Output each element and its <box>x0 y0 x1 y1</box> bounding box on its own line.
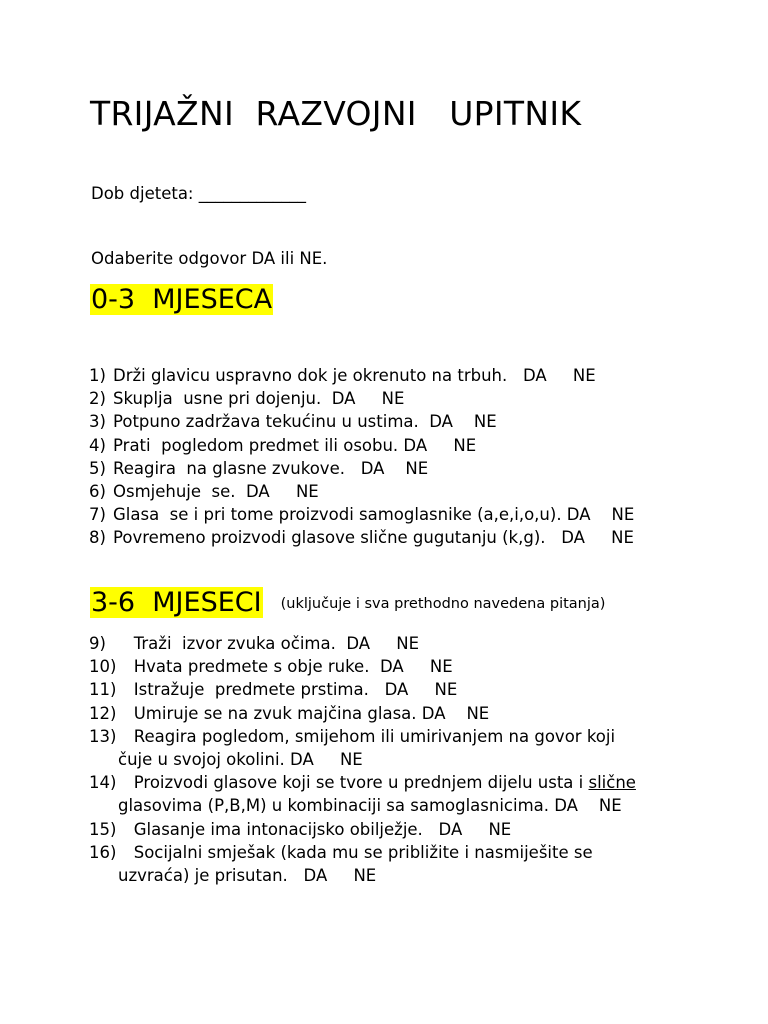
list-item <box>89 702 636 725</box>
item-text-continued: uzvraća) je prisutan. DA NE <box>118 866 377 886</box>
underlined-word: slične <box>588 773 636 793</box>
item-number: 14) <box>89 773 117 793</box>
list-item <box>89 526 634 549</box>
list-item <box>89 655 636 678</box>
item-number: 9) <box>89 634 106 653</box>
item-number: 12) <box>89 703 117 723</box>
item-text-continued: glasovima (P,B,M) u kombinaciji sa samoglasnicima. DA NE <box>118 796 622 816</box>
list-item <box>89 632 636 655</box>
item-text: Traži izvor zvuka očima. DA NE <box>118 634 420 653</box>
document-title: TRIJAŽNI RAZVOJNI UPITNIK <box>90 94 582 133</box>
section-note: (uključuje i sva prethodno navedena pitanja) <box>280 596 606 612</box>
list-item <box>89 841 636 887</box>
list-item <box>89 725 636 771</box>
item-number: 15) <box>89 819 117 839</box>
item-number: 6) <box>89 482 106 502</box>
item-number: 8) <box>89 528 106 548</box>
item-number: 16) <box>89 842 117 862</box>
item-text: Socijalni smješak (kada mu se približite i nasmiješite se <box>118 842 593 862</box>
item-text: Skuplja usne pri dojenju. DA NE <box>113 389 405 409</box>
item-text: Reagira na glasne zvukove. DA NE <box>113 458 429 478</box>
list-item <box>89 818 636 841</box>
item-number: 13) <box>89 726 117 746</box>
item-number: 2) <box>89 389 106 409</box>
item-text: Proizvodi glasove koji se tvore u prednjem dijelu usta i <box>118 773 589 793</box>
item-text: Umiruje se na zvuk majčina glasa. DA NE <box>118 703 490 723</box>
item-number: 1) <box>89 366 106 385</box>
item-number: 7) <box>89 505 106 525</box>
item-text: Prati pogledom predmet ili osobu. DA NE <box>113 435 477 455</box>
section-heading-0-3 <box>90 283 273 317</box>
item-text: Potpuno zadržava tekućinu u ustima. DA NE <box>113 412 497 432</box>
item-text: Glasanje ima intonacijsko obilježje. DA NE <box>118 819 512 839</box>
instruction-text: Odaberite odgovor DA ili NE. <box>91 249 328 268</box>
list-item <box>89 771 636 817</box>
question-list-0-3 <box>89 364 634 550</box>
item-text-continued: čuje u svojoj okolini. DA NE <box>118 750 363 770</box>
item-number: 11) <box>89 680 117 700</box>
item-number: 10) <box>89 657 117 677</box>
section-heading-text: 0-3 MJESECA <box>91 284 273 315</box>
item-number: 4) <box>89 435 106 455</box>
item-text: Hvata predmete s obje ruke. DA NE <box>118 657 453 677</box>
item-text: Istražuje predmete prstima. DA NE <box>118 680 458 700</box>
list-item <box>89 387 634 410</box>
section-heading-text: 3-6 MJESECI <box>91 587 262 618</box>
item-text: Osmjehuje se. DA NE <box>113 482 319 502</box>
list-item <box>89 503 634 526</box>
item-text: Glasa se i pri tome proizvodi samoglasnike (a,e,i,o,u). DA NE <box>113 505 635 525</box>
age-field-label: Dob djeteta: _____________ <box>91 184 306 203</box>
item-text: Reagira pogledom, smijehom ili umirivanjem na govor koji <box>118 726 616 746</box>
item-number: 3) <box>89 412 106 432</box>
question-list-3-6 <box>89 632 636 887</box>
list-item <box>89 364 634 387</box>
list-item <box>89 678 636 701</box>
list-item <box>89 457 634 480</box>
list-item <box>89 480 634 503</box>
item-text: Drži glavicu uspravno dok je okrenuto na trbuh. DA NE <box>113 366 596 385</box>
list-item <box>89 434 634 457</box>
item-number: 5) <box>89 458 106 478</box>
item-text: Povremeno proizvodi glasove slične gugutanju (k,g). DA NE <box>113 528 634 548</box>
list-item <box>89 410 634 433</box>
section-heading-3-6 <box>90 586 605 621</box>
